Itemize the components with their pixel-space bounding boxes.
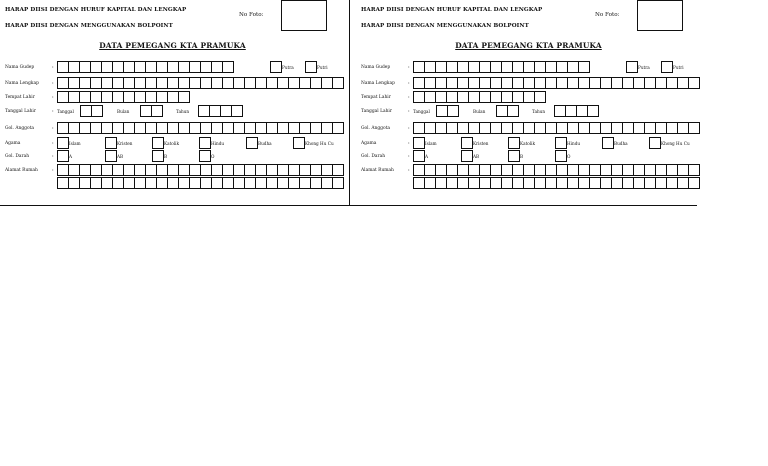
row-nama-lengkap [356, 77, 701, 90]
input-cell[interactable] [151, 105, 163, 117]
label-alamat-rumah: Alamat Rumah [361, 168, 394, 173]
label-nama-lengkap: Nama Lengkap [5, 81, 39, 86]
option-label: Budha [258, 141, 272, 146]
option-label: Putra [638, 65, 650, 70]
input-cell[interactable] [447, 105, 459, 117]
row-agama [356, 137, 701, 150]
kta-form-left [0, 0, 345, 206]
label-agama: Agama [361, 141, 377, 146]
option-label: B [164, 154, 168, 159]
input-cell[interactable] [578, 61, 590, 73]
option-label: Kristen [473, 141, 489, 146]
colon-mark: : [408, 153, 410, 159]
option-label: Khong Hu Cu [661, 141, 690, 146]
option-checkbox[interactable] [152, 137, 164, 149]
option-label: Putri [317, 65, 328, 70]
option-checkbox[interactable] [57, 150, 69, 162]
tahun-grid [554, 105, 598, 117]
instruction-ballpoint: HARAP DIISI DENGAN MENGGUNAKAN BOLPOINT [361, 23, 529, 29]
option-checkbox[interactable] [105, 150, 117, 162]
label-tempat-lahir: Tempat Lahir [361, 95, 391, 100]
option-checkbox[interactable] [555, 150, 567, 162]
row-nama-gudep [0, 61, 345, 74]
row-nama-gudep [356, 61, 701, 74]
photo-box[interactable] [637, 0, 683, 31]
colon-mark: : [408, 108, 410, 114]
row-alamat-rumah [0, 164, 345, 177]
label-gol-anggota: Gol. Anggota [361, 126, 390, 131]
input-cell[interactable] [688, 122, 700, 134]
row-tempat-lahir [356, 91, 701, 104]
label-nama-lengkap: Nama Lengkap [361, 81, 395, 86]
option-checkbox[interactable] [413, 150, 425, 162]
option-label: Katolik [520, 141, 536, 146]
option-checkbox[interactable] [413, 137, 425, 149]
input-cell[interactable] [534, 91, 546, 103]
tahun-grid [198, 105, 242, 117]
row-tempat-lahir [0, 91, 345, 104]
option-label: Hindu [567, 141, 581, 146]
option-label: O [567, 154, 571, 159]
colon-mark: : [52, 167, 54, 173]
option-label: B [520, 154, 524, 159]
option-label: O [211, 154, 215, 159]
instruction-capital-letters: HARAP DIISI DENGAN HURUF KAPITAL DAN LENGKAP [5, 7, 187, 13]
alamat-grid-line-1 [57, 164, 343, 176]
colon-mark: : [52, 108, 54, 114]
colon-mark: : [408, 125, 410, 131]
row-tanggal-lahir [0, 105, 345, 118]
option-label: Putra [282, 65, 294, 70]
option-checkbox[interactable] [199, 150, 211, 162]
row-alamat-rumah-2 [0, 177, 345, 190]
input-cell[interactable] [688, 77, 700, 89]
row-agama [0, 137, 345, 150]
nama-lengkap-grid [57, 77, 343, 89]
nama-gudep-grid [413, 61, 589, 73]
option-checkbox[interactable] [661, 61, 673, 73]
option-checkbox[interactable] [270, 61, 282, 73]
instruction-capital-letters: HARAP DIISI DENGAN HURUF KAPITAL DAN LENGKAP [361, 7, 543, 13]
colon-mark: : [52, 80, 54, 86]
row-gol-darah [356, 150, 701, 163]
option-label: Katolik [164, 141, 180, 146]
option-checkbox[interactable] [508, 150, 520, 162]
colon-mark: : [408, 80, 410, 86]
option-checkbox[interactable] [57, 137, 69, 149]
option-label: A [425, 154, 429, 159]
bulan-grid [496, 105, 518, 117]
row-gol-darah [0, 150, 345, 163]
label-tanggal-lahir: Tanggal Lahir [5, 109, 36, 114]
option-checkbox[interactable] [555, 137, 567, 149]
photo-box[interactable] [281, 0, 327, 31]
alamat-grid-line-1 [413, 164, 699, 176]
option-checkbox[interactable] [626, 61, 638, 73]
label-gol-darah: Gol. Darah [5, 154, 30, 159]
colon-mark: : [52, 94, 54, 100]
option-checkbox[interactable] [649, 137, 661, 149]
colon-mark: : [408, 167, 410, 173]
option-checkbox[interactable] [305, 61, 317, 73]
gol-anggota-grid [413, 122, 699, 134]
bulan-grid [140, 105, 162, 117]
colon-mark: : [52, 153, 54, 159]
label-agama: Agama [5, 141, 21, 146]
input-cell[interactable] [231, 105, 243, 117]
input-cell[interactable] [507, 105, 519, 117]
option-checkbox[interactable] [602, 137, 614, 149]
option-label: Khong Hu Cu [305, 141, 334, 146]
option-checkbox[interactable] [152, 150, 164, 162]
date-part-label: Bulan [473, 109, 486, 114]
alamat-grid-line-2 [57, 177, 343, 189]
input-cell[interactable] [222, 61, 234, 73]
label-tanggal-lahir: Tanggal Lahir [361, 109, 392, 114]
row-alamat-rumah-2 [356, 177, 701, 190]
photo-number-label: No Foto: [595, 12, 620, 18]
colon-mark: : [408, 140, 410, 146]
option-label: Putri [673, 65, 684, 70]
date-part-label: Tanggal [413, 109, 430, 114]
option-label: AB [473, 154, 480, 159]
tanggal-grid [80, 105, 102, 117]
instruction-ballpoint: HARAP DIISI DENGAN MENGGUNAKAN BOLPOINT [5, 23, 173, 29]
gol-anggota-grid [57, 122, 343, 134]
nama-gudep-grid [57, 61, 233, 73]
form-title: DATA PEMEGANG KTA PRAMUKA [455, 41, 602, 50]
tempat-lahir-grid [57, 91, 189, 103]
option-label: A [69, 154, 73, 159]
option-checkbox[interactable] [246, 137, 258, 149]
option-checkbox[interactable] [293, 137, 305, 149]
alamat-grid-line-2 [413, 177, 699, 189]
option-checkbox[interactable] [508, 137, 520, 149]
date-part-label: Bulan [117, 109, 130, 114]
input-cell[interactable] [332, 177, 344, 189]
option-label: Hindu [211, 141, 225, 146]
option-checkbox[interactable] [105, 137, 117, 149]
input-cell[interactable] [587, 105, 599, 117]
input-cell[interactable] [332, 164, 344, 176]
date-part-label: Tahun [532, 109, 546, 114]
input-cell[interactable] [178, 91, 190, 103]
option-label: Islam [69, 141, 81, 146]
option-label: AB [117, 154, 124, 159]
label-gol-darah: Gol. Darah [361, 154, 386, 159]
photo-number-label: No Foto: [239, 12, 264, 18]
row-gol-anggota [0, 122, 345, 135]
colon-mark: : [52, 140, 54, 146]
date-part-label: Tahun [176, 109, 190, 114]
option-checkbox[interactable] [199, 137, 211, 149]
kta-form-right [356, 0, 701, 206]
tanggal-grid [436, 105, 458, 117]
input-cell[interactable] [688, 164, 700, 176]
label-tempat-lahir: Tempat Lahir [5, 95, 35, 100]
colon-mark: : [408, 94, 410, 100]
option-label: Kristen [117, 141, 133, 146]
row-nama-lengkap [0, 77, 345, 90]
nama-lengkap-grid [413, 77, 699, 89]
input-cell[interactable] [332, 77, 344, 89]
label-nama-gudep: Nama Gudep [361, 65, 391, 70]
row-alamat-rumah [356, 164, 701, 177]
form-title: DATA PEMEGANG KTA PRAMUKA [99, 41, 246, 50]
option-checkbox[interactable] [461, 137, 473, 149]
row-gol-anggota [356, 122, 701, 135]
input-cell[interactable] [332, 122, 344, 134]
tempat-lahir-grid [413, 91, 545, 103]
option-label: Budha [614, 141, 628, 146]
label-nama-gudep: Nama Gudep [5, 65, 35, 70]
option-label: Islam [425, 141, 437, 146]
colon-mark: : [52, 64, 54, 70]
input-cell[interactable] [91, 105, 103, 117]
colon-mark: : [52, 125, 54, 131]
row-tanggal-lahir [356, 105, 701, 118]
vertical-divider [349, 0, 350, 206]
label-alamat-rumah: Alamat Rumah [5, 168, 38, 173]
option-checkbox[interactable] [461, 150, 473, 162]
colon-mark: : [408, 64, 410, 70]
input-cell[interactable] [688, 177, 700, 189]
date-part-label: Tanggal [57, 109, 74, 114]
label-gol-anggota: Gol. Anggota [5, 126, 34, 131]
